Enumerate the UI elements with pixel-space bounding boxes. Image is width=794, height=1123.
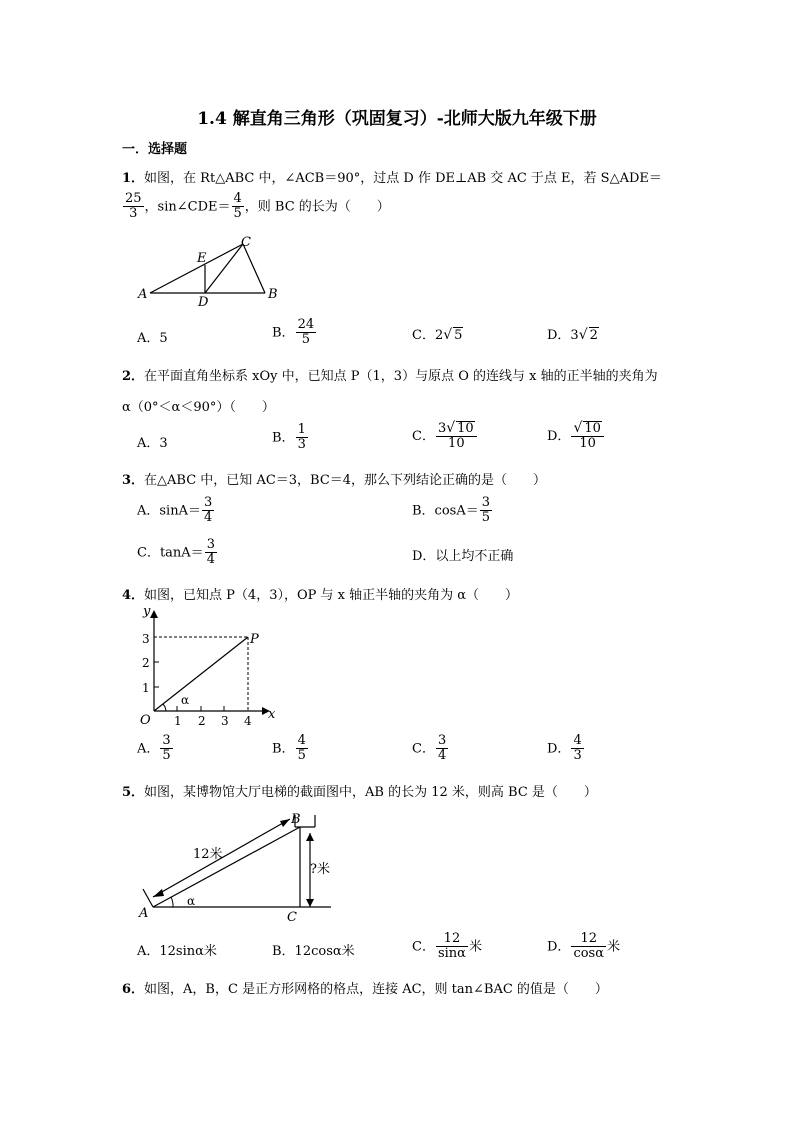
question-text: 如图，在 Rt△ABC 中，∠ACB＝90°，过点 D 作 DE⊥AB 交 AC 于点 E，若 S△ADE＝	[144, 171, 662, 186]
q2-option-a: A．3	[137, 436, 168, 451]
question-text: 在平面直角坐标系 xOy 中，已知点 P（1，3）与原点 O 的连线与 x 轴的正半轴的夹角为	[144, 369, 658, 384]
x-tick-2: 2	[198, 714, 206, 728]
q1-option-b: B． $\frac{24}{5}$	[272, 317, 315, 348]
label-e: E	[197, 251, 207, 266]
question-2-line2: α（0°＜α＜90°）（ ）	[122, 400, 275, 415]
q4-option-c: C． $\frac{3}{4}$	[412, 733, 447, 764]
q1-triangle-figure	[130, 232, 290, 312]
x-axis-label: x	[268, 707, 276, 722]
label-c: C	[287, 910, 297, 925]
label-a: A	[139, 906, 149, 921]
q5-option-a: A．12sinα米	[137, 944, 217, 959]
question-text: 在△ABC 中，已知 AC＝3，BC＝4，那么下列结论正确的是（ ）	[144, 473, 547, 488]
label-a: A	[138, 287, 148, 302]
x-tick-4: 4	[244, 714, 252, 728]
q5-escalator-figure	[135, 805, 345, 925]
alpha-label: α	[187, 894, 196, 908]
label-b: B	[291, 812, 301, 827]
q4-option-a: A． $\frac{3}{5}$	[137, 733, 171, 764]
length-label: 12米	[193, 847, 223, 862]
origin-label: O	[140, 713, 151, 728]
question-text: 如图，A，B，C 是正方形网格的格点，连接 AC，则 tan∠BAC 的值是（ ）	[144, 982, 608, 997]
label-d: D	[198, 295, 209, 310]
x-tick-1: 1	[174, 714, 182, 728]
question-3: 3．在△ABC 中，已知 AC＝3，BC＝4，那么下列结论正确的是（ ）	[122, 473, 547, 488]
q2-option-d: D． $\frac{√ 10}{10}$	[547, 421, 605, 452]
x-tick-3: 3	[221, 714, 229, 728]
label-c: C	[241, 235, 251, 250]
q5-option-d: D． $\frac{12}{\cos\alpha}$ 米	[547, 931, 621, 962]
question-text: 如图，某博物馆大厅电梯的截面图中，AB 的长为 12 米，则高 BC 是（ ）	[144, 785, 597, 800]
question-4: 4．如图，已知点 P（4，3），OP 与 x 轴正半轴的夹角为 α（ ）	[122, 588, 519, 603]
question-number: 1．	[122, 171, 145, 186]
q4-option-b: B． $\frac{4}{5}$	[272, 733, 306, 764]
fraction: $\frac{4}{5}$	[233, 191, 242, 222]
q5-option-c: C． $\frac{12}{\sin\alpha}$ 米	[412, 931, 482, 962]
q4-coordinate-figure	[130, 600, 290, 730]
fraction: $\frac{25}{3}$	[125, 191, 142, 222]
label-b: B	[268, 287, 278, 302]
question-1	[122, 167, 662, 186]
y-axis-label: y	[143, 604, 151, 619]
q5-option-b: B．12cosα米	[272, 944, 355, 959]
point-p-label: P	[250, 632, 259, 647]
q3-option-a: A．sinA＝ $\frac{3}{4}$	[137, 495, 213, 526]
y-tick-1: 1	[142, 681, 150, 695]
question-text: 如图，已知点 P（4，3），OP 与 x 轴正半轴的夹角为 α（ ）	[144, 588, 519, 603]
question-5: 5．如图，某博物馆大厅电梯的截面图中，AB 的长为 12 米，则高 BC 是（ ）	[122, 785, 597, 800]
q3-option-c: C．tanA＝ $\frac{3}{4}$	[137, 537, 215, 568]
height-label: ?米	[310, 862, 330, 877]
q2-option-c: C． $\frac{3√ 10}{10}$	[412, 421, 478, 452]
q1-option-a: A．5	[137, 331, 168, 346]
question-6: 6．如图，A，B，C 是正方形网格的格点，连接 AC，则 tan∠BAC 的值是（ ）	[122, 982, 608, 997]
q2-option-b: B． $\frac{1}{3}$	[272, 422, 306, 453]
q1-option-c: C．2√ 5	[412, 327, 463, 343]
section-heading: 一．选择题	[122, 142, 188, 157]
y-tick-3: 3	[142, 632, 150, 646]
question-1-line2: $\frac{25}{3}$ ，sin∠CDE＝ $\frac{4}{5}$ ，则 BC 的长为（ ）	[125, 191, 390, 222]
q4-option-d: D． $\frac{4}{3}$	[547, 733, 582, 764]
y-tick-2: 2	[142, 656, 150, 670]
question-2: 2．在平面直角坐标系 xOy 中，已知点 P（1，3）与原点 O 的连线与 x 轴的正半轴的夹角为	[122, 369, 658, 384]
q3-option-d: D．以上均不正确	[412, 549, 514, 564]
q3-option-b: B．cosA＝ $\frac{3}{5}$	[412, 495, 491, 526]
alpha-label: α	[181, 693, 190, 707]
q1-option-d: D．3√ 2	[547, 327, 598, 343]
page-title: 1.4 解直角三角形（巩固复习）-北师大版九年级下册	[197, 109, 597, 129]
